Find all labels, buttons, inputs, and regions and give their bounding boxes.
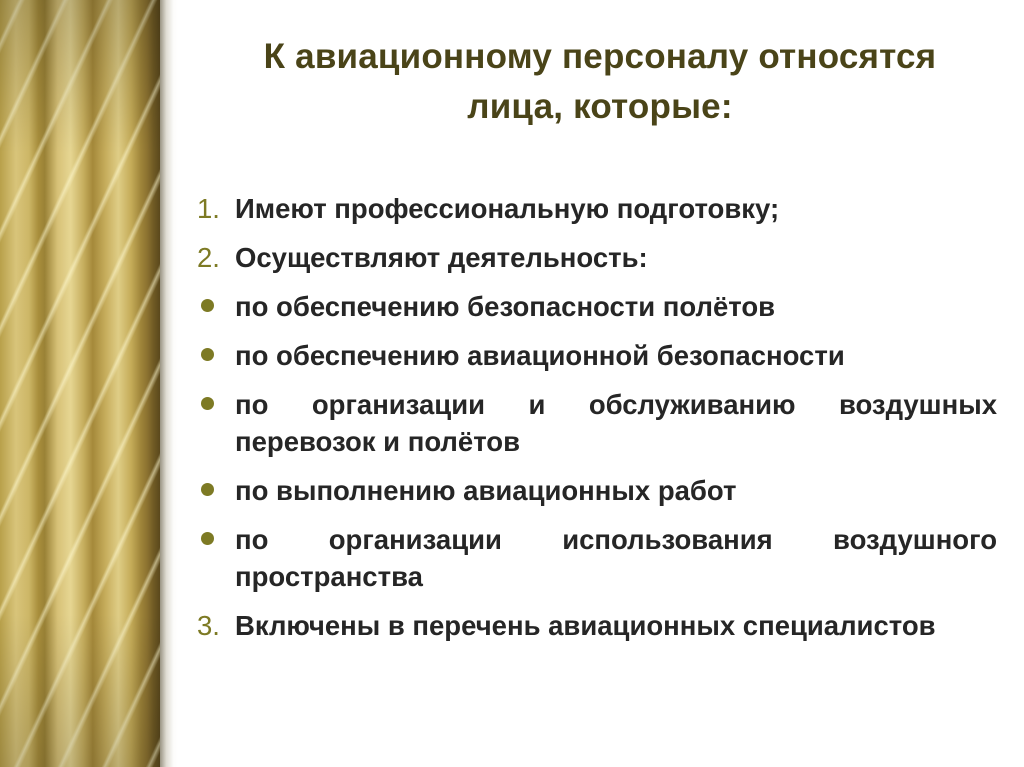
bullet-item-aviation-security (197, 337, 997, 374)
list-item-text: по обеспечению безопасности полётов (235, 291, 776, 322)
list-item-text: по обеспечению авиационной безопасности (235, 340, 845, 371)
bullet-item-air-transport (197, 386, 997, 460)
bullet-item-aviation-works (197, 472, 997, 509)
title-line-1: К авиационному персоналу относятся (263, 37, 937, 76)
list-item-text: Имеют профессиональную подготовку; (235, 193, 780, 224)
content-list (197, 190, 997, 656)
bullet-icon (197, 521, 235, 558)
list-item-text: по выполнению авиационных работ (235, 475, 737, 506)
list-item-text: по организации использования воздушного пространства (235, 524, 997, 592)
bullet-icon (197, 386, 235, 423)
number-marker-3: 3. (197, 610, 220, 641)
band-shade (0, 0, 160, 767)
list-item-text: Осуществляют деятельность: (235, 242, 648, 273)
number-marker-2: 2. (197, 242, 220, 273)
bullet-item-flight-safety (197, 288, 997, 325)
band-shadow (160, 0, 178, 767)
slide-title (195, 32, 1005, 132)
list-item-text: Включены в перечень авиационных специалистов (235, 610, 936, 641)
list-item-2 (197, 239, 997, 276)
number-marker-1: 1. (197, 193, 220, 224)
list-item-3 (197, 607, 997, 644)
list-item-text: по организации и обслуживанию воздушных перевозок и полётов (235, 389, 997, 457)
title-line-2: лица, которые: (467, 87, 733, 126)
list-item-1 (197, 190, 997, 227)
bullet-icon (197, 288, 235, 325)
bullet-icon (197, 472, 235, 509)
bullet-icon (197, 337, 235, 374)
bullet-item-airspace (197, 521, 997, 595)
